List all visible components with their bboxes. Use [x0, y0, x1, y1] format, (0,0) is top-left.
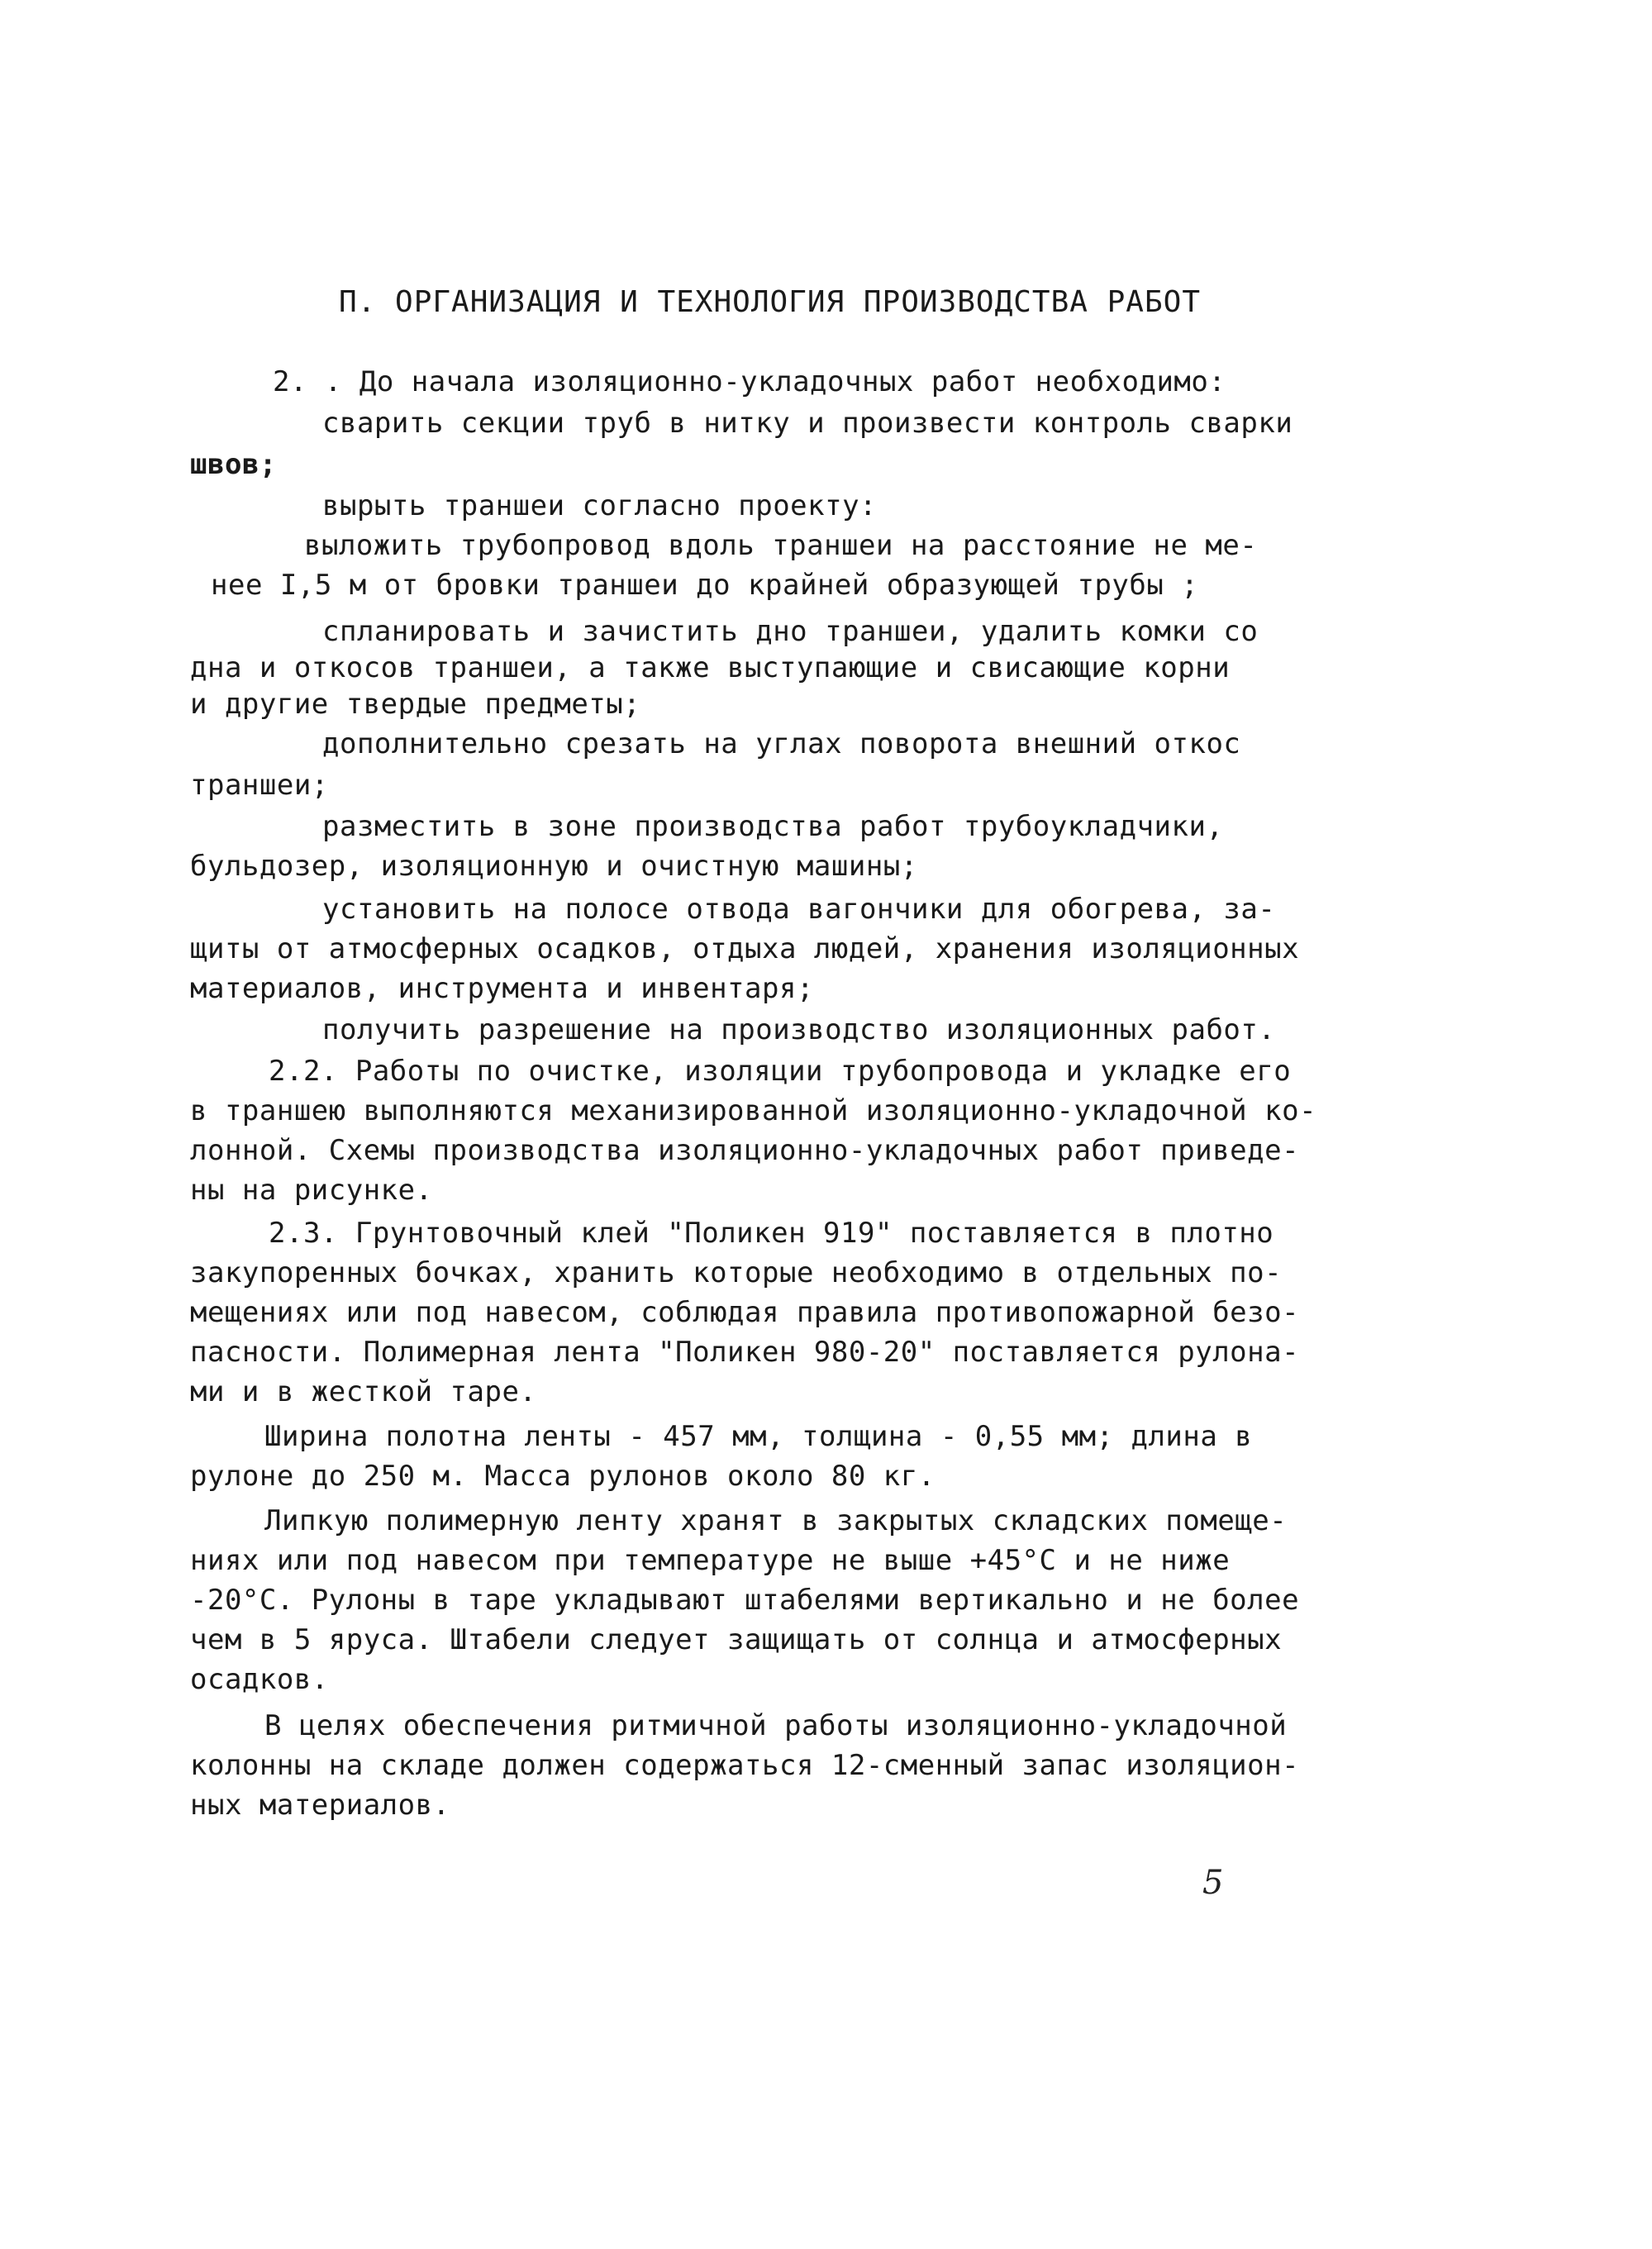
text-line: 2.3. Грунтовочный клей "Поликен 919" поставляется в плотно — [269, 1217, 1274, 1250]
text-line: установить на полосе отвода вагончики для обогрева, за- — [322, 893, 1276, 926]
text-line: вырыть траншеи согласно проекту: — [322, 489, 878, 522]
text-line: ми и в жесткой таре. — [190, 1375, 537, 1408]
text-line: закупоренных бочках, хранить которые необходимо в отдельных по- — [190, 1256, 1283, 1289]
text-line: дна и откосов траншеи, а также выступающие и свисающие корни — [190, 651, 1231, 684]
text-line: чем в 5 яруса. Штабели следует защищать от солнца и атмосферных — [190, 1623, 1283, 1656]
text-line: 2.2. Работы по очистке, изоляции трубопровода и укладке его — [269, 1055, 1292, 1088]
page-number: 5 — [1202, 1864, 1224, 1902]
text-line: щиты от атмосферных осадков, отдыха людей, хранения изоляционных — [190, 932, 1300, 965]
text-line: разместить в зоне производства работ трубоукладчики, — [322, 810, 1224, 843]
text-line: швов; — [190, 448, 277, 481]
text-line: лонной. Схемы производства изоляционно-укладочных работ приведе- — [190, 1134, 1300, 1167]
text-line: мещениях или под навесом, соблюдая правила противопожарной безо- — [190, 1296, 1300, 1329]
text-line: рулоне до 250 м. Масса рулонов около 80 кг. — [190, 1460, 935, 1493]
text-line: осадков. — [190, 1663, 329, 1696]
text-line: В целях обеспечения ритмичной работы изоляционно-укладочной — [264, 1709, 1288, 1742]
text-line: Липкую полимерную ленту хранят в закрытых складских помеще- — [264, 1504, 1288, 1537]
text-line: и другие твердые предметы; — [190, 688, 641, 721]
text-line: нее I,5 м от бровки траншеи до крайней образующей трубы ; — [211, 569, 1199, 602]
text-line: ниях или под навесом при температуре не выше +45°С и не ниже — [190, 1544, 1231, 1577]
text-line: получить разрешение на производство изоляционных работ. — [322, 1013, 1276, 1046]
text-line: спланировать и зачистить дно траншеи, удалить комки со — [322, 615, 1259, 648]
text-line: ных материалов. — [190, 1789, 450, 1822]
text-line: -20°С. Рулоны в таре укладывают штабелями вертикально и не более — [190, 1584, 1300, 1617]
text-line: колонны на складе должен содержаться 12-сменный запас изоляцион- — [190, 1749, 1300, 1782]
text-line: 2. . До начала изоляционно-укладочных работ необходимо: — [273, 365, 1226, 398]
section-title: П. ОРГАНИЗАЦИЯ И ТЕХНОЛОГИЯ ПРОИЗВОДСТВА РАБОТ — [339, 285, 1201, 319]
text-line: в траншею выполняются механизированной изоляционно-укладочной ко- — [190, 1094, 1317, 1127]
text-line: траншеи; — [190, 769, 329, 802]
text-line: материалов, инструмента и инвентаря; — [190, 972, 814, 1005]
text-line: сварить секции труб в нитку и произвести контроль сварки — [322, 407, 1293, 440]
text-line: дополнительно срезать на углах поворота внешний откос — [322, 727, 1241, 760]
text-line: бульдозер, изоляционную и очистную машины; — [190, 850, 918, 883]
text-line: Ширина полотна ленты - 457 мм, толщина - 0,55 мм; длина в — [264, 1420, 1253, 1453]
text-line: выложить трубопровод вдоль траншеи на расстояние не ме- — [304, 529, 1258, 562]
text-line: ны на рисунке. — [190, 1174, 433, 1207]
text-line: пасности. Полимерная лента "Поликен 980-20" поставляется рулона- — [190, 1336, 1300, 1369]
